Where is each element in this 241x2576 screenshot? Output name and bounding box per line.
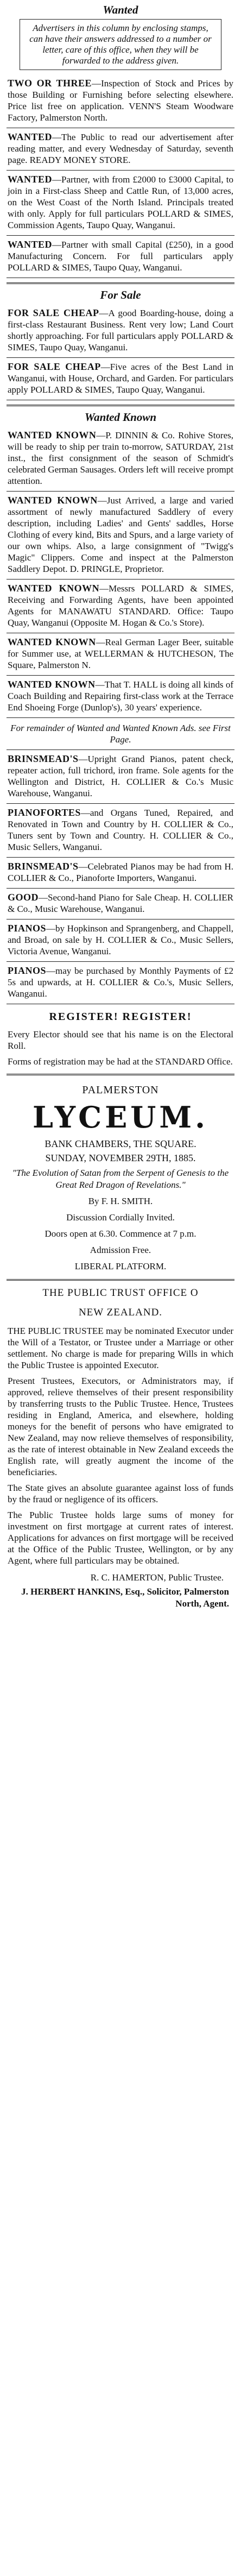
- section-divider: [7, 1279, 234, 1281]
- ad-text: may be purchased by Monthly Payments of £2 5s and upwards, at H. COLLIER & Co.'s, Music Sellers, Wanganui.: [8, 966, 233, 999]
- ad-text: Just Arrived, a large and varied assortment of newly manufactured Saddlery of every description, including Ladies' and Gents' saddles, Horse Clothing of every kind, Bits and Spurs, and a large variety of our own whips. Also, a large consignment of "Twigg's Magic" Clippers. Come and inspect at the Palmerston Saddlery Depot. D. PRINGLE, Proprietor.: [8, 495, 234, 574]
- advertiser-notice: Advertisers in this column by enclosing stamps, can have their answers addressed to a number or letter, care of this office, when they will be forwarded to the address given.: [20, 19, 221, 70]
- section-heading-wanted: Wanted: [103, 3, 138, 16]
- wanted-ad-list: [7, 74, 234, 278]
- register-forms-text: Forms of registration may be had at the STANDARD Office.: [8, 1056, 233, 1067]
- ad-lead: WANTED KNOWN: [8, 637, 96, 647]
- ad-text: The Public to read our advertisement after reading matter, and every Wednesday of Saturday, seventh page. READY MONEY STORE.: [8, 132, 233, 165]
- advertisement: WANTED KNOWN—Real German Lager Beer, suitable for Summer use, at WELLERMAN & HUTCHESON, The Square, Palmerston N.: [7, 633, 234, 676]
- section-heading-for-sale: For Sale: [100, 288, 141, 301]
- register-text: Every Elector should see that his name is on the Electoral Roll.: [8, 1029, 233, 1051]
- ad-lead: WANTED KNOWN: [8, 679, 96, 690]
- ad-text: Five acres of the Best Land in Wanganui, with House, Orchard, and Garden. For particulars apply POLLARD & SIMES, Taupo Quay, Wanganui.: [8, 362, 233, 395]
- lyceum-venue: BANK CHAMBERS, THE SQUARE.: [45, 1138, 196, 1149]
- ad-text: Messrs POLLARD & SIMES, Receiving and Forwarding Agents, have been appointed Agents for MANAWATU STANDARD. Office: Taupo Quay, Wanganui (Opposite M. Hogan & Co.'s Store).: [8, 583, 233, 628]
- trust-paragraph-3: The State gives an absolute guarantee against loss of funds by the fraud or negligence of its officers.: [8, 1483, 233, 1504]
- wanted-known-ad-list: [7, 426, 234, 718]
- ad-text: That T. HALL is doing all kinds of Coach Building and Repairing first-class work at the Terrace End Shoeing Forge (Dunlop's), 30 years' experience.: [8, 679, 233, 713]
- ad-lead: FOR SALE CHEAP: [8, 307, 99, 318]
- lyceum-discussion: Discussion Cordially Invited.: [66, 1212, 175, 1223]
- section-divider: [7, 405, 234, 406]
- ad-text: Partner with small Capital (£250), in a good Manufacturing Concern. For full particulars apply POLLARD & SIMES, Taupo Quay, Wanganui.: [8, 240, 233, 273]
- ad-lead: WANTED: [8, 131, 53, 142]
- ad-lead: WANTED KNOWN: [8, 430, 97, 440]
- ad-lead: GOOD: [8, 892, 39, 903]
- advertisement: WANTED—Partner with small Capital (£250), in a good Manufacturing Concern. For full particulars apply POLLARD & SIMES, Taupo Quay, Wanganui.: [7, 236, 234, 278]
- ad-text: Celebrated Pianos may be had from H. COLLIER & Co., Pianoforte Importers, Wanganui.: [8, 861, 233, 883]
- ad-lead: PIANOFORTES: [8, 807, 81, 818]
- lyceum-lecturer: By F. H. SMITH.: [88, 1196, 153, 1206]
- remainder-notice: For remainder of Wanted and Wanted Known Ads. see First Page.: [7, 718, 234, 750]
- lyceum-platform: LIBERAL PLATFORM.: [74, 1261, 167, 1271]
- trust-heading-line2: NEW ZEALAND.: [78, 1307, 163, 1318]
- advertisement: BRINSMEAD'S—Celebrated Pianos may be had from H. COLLIER & Co., Pianoforte Importers, Wanganui.: [7, 858, 234, 889]
- ad-text: Real German Lager Beer, suitable for Summer use, at WELLERMAN & HUTCHESON, The Square, Palmerston N.: [8, 637, 233, 670]
- ad-text: Inspection of Stock and Prices by those Building or Furnishing before selecting elsewhere. Price list free on application. VENN'S Steam Woodware Factory, Palmerston North.: [8, 78, 233, 123]
- ad-lead: WANTED: [8, 239, 53, 250]
- trust-paragraph-2: Present Trustees, Executors, or Administrators may, if approved, relieve themselves of their present responsibility by transferring trusts to the Public Trustee. Hence, Trustees residing in England, America, and elsewhere, holding moneys for the benefit of persons who have emigrated to New Zealand, may now relieve themselves of responsibility, as the rate of interest obtainable in New Zealand exceeds the English rate, will greatly augment the income of the beneficiaries.: [8, 1376, 233, 1477]
- ad-lead: WANTED KNOWN: [8, 495, 98, 506]
- advertisement: WANTED KNOWN—Messrs POLLARD & SIMES, Receiving and Forwarding Agents, have been appointed Agents for MANAWATU STANDARD. Office: Taupo Quay, Wanganui (Opposite M. Hogan & Co.'s Store).: [7, 580, 234, 633]
- ad-lead: TWO OR THREE: [8, 78, 92, 89]
- ad-lead: BRINSMEAD'S: [8, 753, 79, 764]
- section-heading-wanted-known: Wanted Known: [84, 411, 157, 424]
- ad-text: by Hopkinson and Sprangenberg, and Chappell, and Broad, on sale by H. COLLIER & Co., Music Sellers, Victoria Avenue, Wanganui.: [8, 923, 233, 956]
- advertisement: WANTED KNOWN—That T. HALL is doing all kinds of Coach Building and Repairing first-class work at the Terrace End Shoeing Forge (Dunlop's), 30 years' experience.: [7, 676, 234, 718]
- advertisement: FOR SALE CHEAP—Five acres of the Best Land in Wanganui, with House, Orchard, and Garden. For particulars apply POLLARD & SIMES, Taupo Quay, Wanganui.: [7, 358, 234, 400]
- ad-lead: PIANOS: [8, 965, 47, 976]
- advertisement: WANTED—The Public to read our advertisement after reading matter, and every Wednesday of Saturday, seventh page. READY MONEY STORE.: [7, 128, 234, 171]
- advertisement: TWO OR THREE—Inspection of Stock and Prices by those Building or Furnishing before selecting elsewhere. Price list free on application. VENN'S Steam Woodware Factory, Palmerston North.: [7, 74, 234, 128]
- ad-lead: BRINSMEAD'S: [8, 861, 79, 872]
- ad-lead: WANTED KNOWN: [8, 583, 100, 594]
- lyceum-date: SUNDAY, NOVEMBER 29TH, 1885.: [45, 1152, 196, 1163]
- advertisement: FOR SALE CHEAP—A good Boarding-house, doing a first-class Restaurant Business. Rent very low; Land Court shortly approaching. For full particulars apply POLLARD & SIMES, Taupo Quay, Wanganui.: [7, 304, 234, 358]
- ad-text: Second-hand Piano for Sale Cheap. H. COLLIER & Co., Music Warehouse, Wanganui.: [8, 892, 233, 914]
- ad-text: Upright Grand Pianos, patent check, repeater action, full trichord, iron frame. Sole agents for the Wellington and District, H. COLLIER & Co.'s Music Warehouse, Wanganui.: [8, 754, 233, 798]
- advertisement: WANTED KNOWN—Just Arrived, a large and varied assortment of newly manufactured Saddlery of every description, including Ladies' and Gents' saddles, Horse Clothing of every kind, Bits and Spurs, and a large variety of our own whips. Also, a large consignment of "Twigg's Magic" Clippers. Come and inspect at the Palmerston Saddlery Depot. D. PRINGLE, Proprietor.: [7, 492, 234, 580]
- ad-text: A good Boarding-house, doing a first-class Restaurant Business. Rent very low; Land Court shortly approaching. For full particulars apply POLLARD & SIMES, Taupo Quay, Wanganui.: [8, 308, 233, 352]
- lyceum-lecture-title: "The Evolution of Satan from the Serpent of Genesis to the Great Red Dragon of Revelations.": [12, 1168, 229, 1190]
- trust-heading-line1: THE PUBLIC TRUST OFFICE O: [42, 1287, 199, 1299]
- advertisement: WANTED KNOWN—P. DINNIN & Co. Rohive Stores, will be ready to ship per train to-morrow, SATURDAY, 21st inst., the first consignment of the season of Schmidt's celebrated German Sausages. Orders left will receive prompt attention.: [7, 426, 234, 492]
- advertisement: BRINSMEAD'S—Upright Grand Pianos, patent check, repeater action, full trichord, iron frame. Sole agents for the Wellington and District, H. COLLIER & Co.'s Music Warehouse, Wanganui.: [7, 750, 234, 804]
- ad-lead: WANTED: [8, 174, 53, 185]
- ad-lead: PIANOS: [8, 923, 47, 934]
- section-divider: [7, 1074, 234, 1075]
- trust-paragraph-4: The Public Trustee holds large sums of money for investment on first mortgage at current rates of interest. Applications for advances on first mortgage will be received at the Office of the Public Trustee, Wellington, or by any Agent, where full particulars may be obtained.: [8, 1510, 233, 1566]
- ad-text: and Organs Tuned, Repaired, and Renovated in Town and Country by H. COLLIER & Co., Tuners sent by Town and Country. H. COLLIER & Co., Music Sellers, Wanganui.: [8, 808, 233, 852]
- lyceum-town: PALMERSTON: [82, 1084, 159, 1096]
- section-divider: [7, 282, 234, 284]
- advertisement: PIANOS—by Hopkinson and Sprangenberg, and Chappell, and Broad, on sale by H. COLLIER & Co., Music Sellers, Victoria Avenue, Wanganui.: [7, 919, 234, 962]
- advertisement-column: [7, 0, 234, 2576]
- lyceum-doors: Doors open at 6.30. Commence at 7 p.m.: [45, 1229, 196, 1239]
- ad-lead: FOR SALE CHEAP: [8, 361, 101, 372]
- trust-signature: R. C. HAMERTON, Public Trustee.: [90, 1572, 224, 1583]
- lyceum-title: LYCEUM.: [33, 1100, 208, 1135]
- advertisement: WANTED—Partner, with from £2000 to £3000 Capital, to join in a First-class Sheep and Cattle Run, of 13,000 acres, on the West Coast of the North Island. Principals treated with only. Apply for full particulars POLLARD & SIMES, Commission Agents, Taupo Quay, Wanganui.: [7, 171, 234, 236]
- ad-text: Partner, with from £2000 to £3000 Capital, to join in a First-class Sheep and Cattle Run, of 13,000 acres, on the West Coast of the North Island. Principals treated with only. Apply for full particulars POLLARD & SIMES, Commission Agents, Taupo Quay, Wanganui.: [8, 174, 233, 230]
- for-sale-ad-list: [7, 304, 234, 400]
- lyceum-admission: Admission Free.: [90, 1245, 151, 1255]
- advertisement: PIANOFORTES—and Organs Tuned, Repaired, and Renovated in Town and Country by H. COLLIER & Co., Tuners sent by Town and Country. H. COLLIER & Co., Music Sellers, Wanganui.: [7, 804, 234, 858]
- advertisement: GOOD—Second-hand Piano for Sale Cheap. H. COLLIER & Co., Music Warehouse, Wanganui.: [7, 889, 234, 919]
- advertisement: PIANOS—may be purchased by Monthly Payments of £2 5s and upwards, at H. COLLIER & Co.'s, Music Sellers, Wanganui.: [7, 962, 234, 1004]
- trust-agent: J. HERBERT HANKINS, Esq., Solicitor, Palmerston North, Agent.: [21, 1586, 229, 1609]
- ad-text: P. DINNIN & Co. Rohive Stores, will be ready to ship per train to-morrow, SATURDAY, 21st inst., the first consignment of the season of Schmidt's celebrated German Sausages. Orders left will receive prompt attention.: [8, 430, 234, 486]
- lyceum-lecture: [7, 1165, 234, 1193]
- music-ad-list: [7, 750, 234, 1004]
- register-heading: REGISTER! REGISTER!: [49, 1011, 192, 1023]
- trust-paragraph-1: THE PUBLIC TRUSTEE may be nominated Executor under the Will of a Testator, or Trustee under a Marriage or other settlement. No charge is made for preparing Wills in which the Public Trustee is appointed Executor.: [8, 1326, 233, 1370]
